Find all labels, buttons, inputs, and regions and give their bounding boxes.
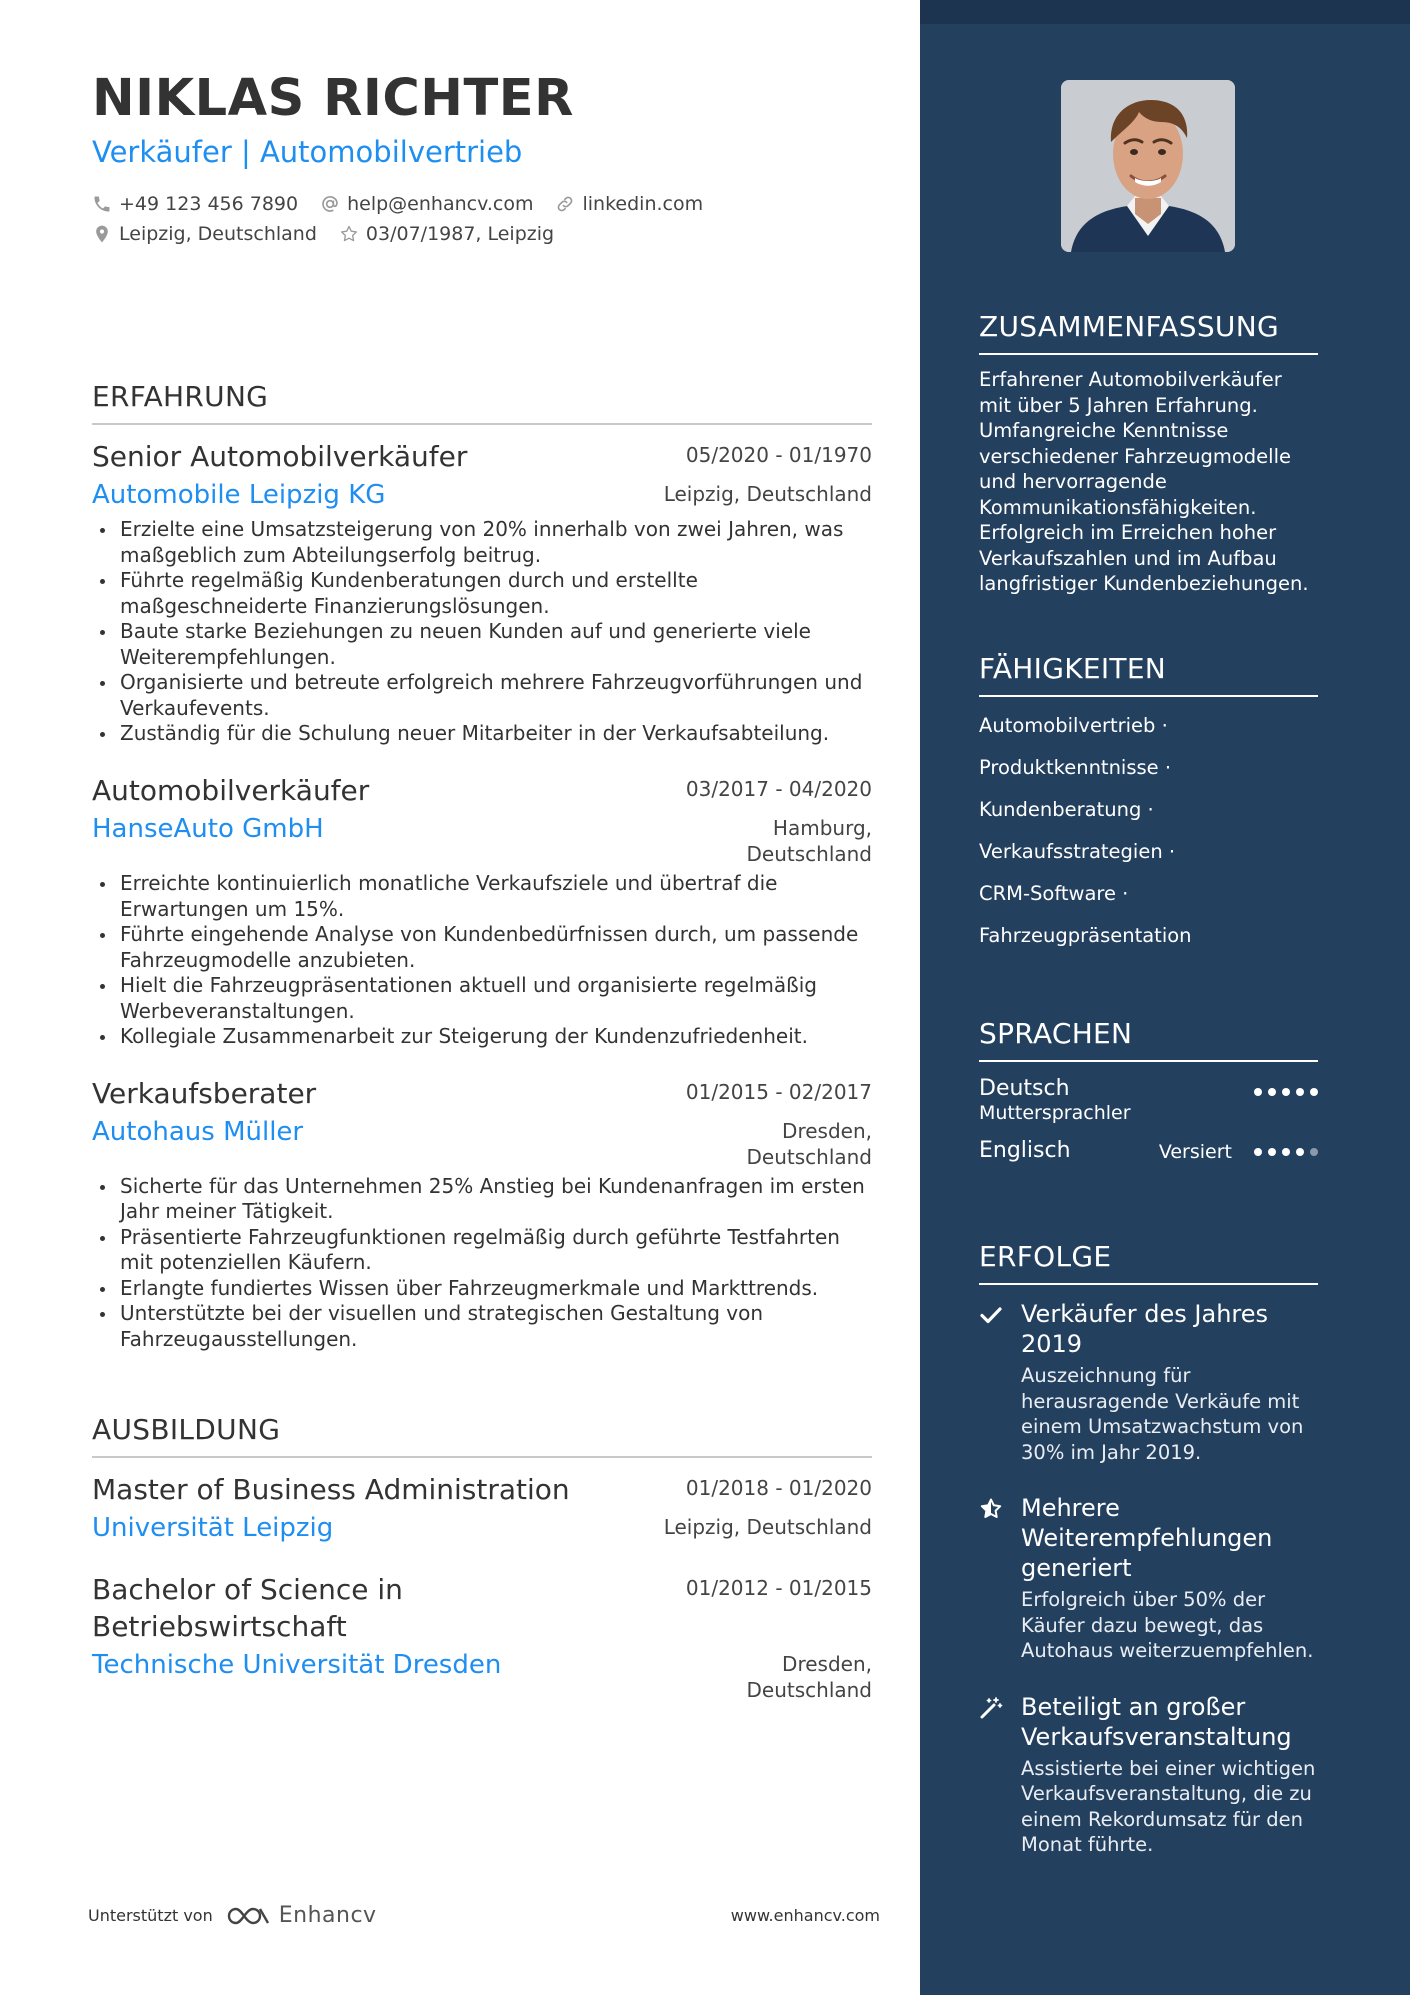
profile-photo [1061, 80, 1235, 252]
bullet-item: Präsentierte Fahrzeugfunktionen regelmäßig durch geführte Testfahrten mit potenziellen Käufern. [92, 1225, 872, 1276]
bullet-item: Führte eingehende Analyse von Kundenbedürfnissen durch, um passende Fahrzeugmodelle anzubieten. [92, 922, 872, 973]
languages-section [979, 1017, 1318, 1165]
phone-icon [92, 194, 112, 214]
language-level: Muttersprachler [979, 1102, 1131, 1125]
school-name: Universität Leipzig [92, 1513, 334, 1544]
job-bullets [92, 1174, 872, 1353]
rating-dot-filled [1296, 1148, 1304, 1156]
company-name: Autohaus Müller [92, 1116, 304, 1147]
education-dates: 01/2018 - 01/2020 [685, 1476, 872, 1500]
job-dates: 01/2015 - 02/2017 [685, 1079, 872, 1104]
skill-item: CRM-Software · [979, 882, 1129, 905]
achievement-item [979, 1692, 1318, 1858]
job-role: Verkaufsberater [92, 1076, 317, 1110]
rating-dot-filled [1310, 1088, 1318, 1096]
rating-dot-filled [1268, 1088, 1276, 1096]
skills-list [979, 711, 1318, 963]
email-address[interactable]: help@enhancv.com [347, 193, 534, 216]
degree-name: Bachelor of Science in Betriebswirtschaft [92, 1573, 403, 1643]
bullet-item: Erlangte fundiertes Wissen über Fahrzeugmerkmale und Markttrends. [92, 1276, 872, 1302]
bullet-item: Organisierte und betreute erfolgreich mehrere Fahrzeugvorführungen und Verkaufevents. [92, 670, 872, 721]
main-column [92, 69, 872, 1702]
language-item [979, 1138, 1318, 1164]
job-location: Hamburg, Deutschland [746, 816, 872, 867]
bullet-item: Erreichte kontinuierlich monatliche Verkaufsziele und übertraf die Erwartungen um 15%. [92, 871, 872, 922]
achievement-title: Mehrere Weiterempfehlungen generiert [1021, 1494, 1273, 1582]
powered-by [88, 1903, 377, 1928]
website-link[interactable]: www.enhancv.com [730, 1906, 880, 1925]
skills-heading: FÄHIGKEITEN [979, 652, 1318, 697]
school-name: Technische Universität Dresden [92, 1649, 502, 1680]
bullet-item: Sicherte für das Unternehmen 25% Anstieg bei Kundenanfragen im ersten Jahr meiner Tätigkeit. [92, 1174, 872, 1225]
rating-dot-filled [1282, 1088, 1290, 1096]
job-bullets [92, 517, 872, 747]
enhancv-logo-icon [225, 1904, 271, 1928]
powered-by-label: Unterstützt von [88, 1906, 213, 1925]
experience-entry [92, 439, 872, 747]
star-icon [979, 1497, 1003, 1521]
skill-item: Kundenberatung · [979, 798, 1154, 821]
language-name: Deutsch [979, 1076, 1070, 1101]
achievement-item [979, 1299, 1318, 1465]
school-location: Leipzig, Deutschland [663, 1515, 872, 1540]
job-dates: 03/2017 - 04/2020 [685, 776, 872, 801]
school-location: Dresden, Deutschland [746, 1651, 872, 1702]
check-icon [979, 1303, 1003, 1327]
experience-heading: ERFAHRUNG [92, 380, 872, 425]
footer [88, 1903, 880, 1928]
bullet-item: Baute starke Beziehungen zu neuen Kunden auf und generierte viele Weiterempfehlungen. [92, 619, 872, 670]
bullet-item: Erzielte eine Umsatzsteigerung von 20% innerhalb von zwei Jahren, was maßgeblich zum Abteilungserfolg beitrug. [92, 517, 872, 568]
experience-entry [92, 773, 872, 1050]
skill-item: Fahrzeugpräsentation [979, 924, 1192, 947]
job-location: Leipzig, Deutschland [663, 482, 872, 507]
location-text: Leipzig, Deutschland [119, 223, 317, 246]
brand-logo[interactable] [225, 1903, 377, 1928]
language-rating [1254, 1148, 1318, 1156]
achievement-description: Assistierte bei einer wichtigen Verkaufsveranstaltung, die zu einem Rekordumsatz für den Monat führte. [1021, 1756, 1316, 1856]
job-bullets [92, 871, 872, 1050]
sidebar [920, 0, 1410, 1995]
achievement-description: Erfolgreich über 50% der Käufer dazu bewegt, das Autohaus weiterzuempfehlen. [1021, 1588, 1314, 1662]
job-location: Dresden, Deutschland [746, 1118, 872, 1169]
languages-heading: SPRACHEN [979, 1017, 1318, 1062]
job-role: Automobilverkäufer [92, 773, 370, 807]
summary-heading: ZUSAMMENFASSUNG [979, 310, 1318, 355]
skill-item: Automobilvertrieb · [979, 714, 1168, 737]
at-sign-icon [320, 194, 340, 214]
company-name: HanseAuto GmbH [92, 814, 324, 845]
bullet-item: Führte regelmäßig Kundenberatungen durch und erstellte maßgeschneiderte Finanzierungslösungen. [92, 568, 872, 619]
phone-contact [92, 193, 298, 215]
skill-item: Produktkenntnisse · [979, 756, 1172, 779]
birth-text: 03/07/1987, Leipzig [365, 223, 555, 246]
rating-dot-filled [1254, 1088, 1262, 1096]
skills-section [979, 652, 1318, 963]
education-entry [92, 1472, 872, 1546]
rating-dot-filled [1268, 1148, 1276, 1156]
bullet-item: Zuständig für die Schulung neuer Mitarbeiter in der Verkaufsabteilung. [92, 721, 872, 747]
linkedin-url[interactable]: linkedin.com [582, 193, 704, 216]
company-name: Automobile Leipzig KG [92, 480, 386, 511]
brand-name: Enhancv [278, 1903, 377, 1928]
bullet-item: Kollegiale Zusammenarbeit zur Steigerung der Kundenzufriedenheit. [92, 1024, 872, 1050]
bullet-item: Unterstützte bei der visuellen und strategischen Gestaltung von Fahrzeugausstellungen. [92, 1301, 872, 1352]
language-level: Versiert [1158, 1140, 1232, 1163]
job-dates: 05/2020 - 01/1970 [685, 443, 872, 467]
language-rating [1254, 1076, 1318, 1096]
summary-section [979, 310, 1318, 597]
degree-name: Master of Business Administration [92, 1473, 570, 1506]
education-heading: AUSBILDUNG [92, 1413, 872, 1458]
rating-dot-filled [1296, 1088, 1304, 1096]
rating-dot-filled [1254, 1148, 1262, 1156]
experience-section [92, 380, 872, 1352]
job-role: Senior Automobilverkäufer [92, 440, 468, 473]
achievement-title: Beteiligt an großer Verkaufsveranstaltung [1021, 1692, 1292, 1751]
phone-number: +49 123 456 7890 [119, 193, 299, 216]
star-outline-icon [339, 224, 359, 244]
achievement-title: Verkäufer des Jahres 2019 [1021, 1300, 1269, 1358]
achievement-description: Auszeichnung für herausragende Verkäufe mit einem Umsatzwachstum von 30% im Jahr 2019. [1021, 1364, 1304, 1464]
candidate-title: Verkäufer | Automobilvertrieb [92, 134, 523, 169]
education-entry [92, 1572, 872, 1703]
summary-text: Erfahrener Automobilverkäufer mit über 5 Jahren Erfahrung. Umfangreiche Kenntnisse verschiedener Fahrzeugmodelle und hervorragende Kommunikationsfähigkeiten. Erfolgreich im Erreichen hoher Verkaufszahlen und im Aufbau langfristiger Kundenbeziehungen. [979, 368, 1309, 595]
skill-item: Verkaufsstrategien · [979, 840, 1176, 863]
email-contact[interactable] [320, 193, 533, 215]
achievement-item [979, 1493, 1318, 1664]
location-contact [92, 223, 317, 245]
language-name: Englisch [979, 1138, 1071, 1164]
bullet-item: Hielt die Fahrzeugpräsentationen aktuell und organisierte regelmäßig Werbeveranstaltungen. [92, 973, 872, 1024]
rating-dot-empty [1310, 1148, 1318, 1156]
experience-entry [92, 1076, 872, 1353]
education-section [92, 1413, 872, 1703]
linkedin-contact[interactable] [555, 193, 703, 215]
sidebar-top-band [920, 0, 1410, 24]
magic-wand-icon [979, 1696, 1003, 1720]
link-icon [555, 194, 575, 214]
achievements-heading: ERFOLGE [979, 1240, 1318, 1285]
language-item [979, 1076, 1318, 1124]
location-pin-icon [92, 224, 112, 244]
achievements-section [979, 1240, 1318, 1858]
rating-dot-filled [1282, 1148, 1290, 1156]
contact-info [92, 189, 872, 249]
education-dates: 01/2012 - 01/2015 [685, 1576, 872, 1601]
birth-contact [339, 223, 554, 245]
person-avatar-icon [1061, 80, 1235, 252]
candidate-name: NIKLAS RICHTER [92, 69, 574, 128]
